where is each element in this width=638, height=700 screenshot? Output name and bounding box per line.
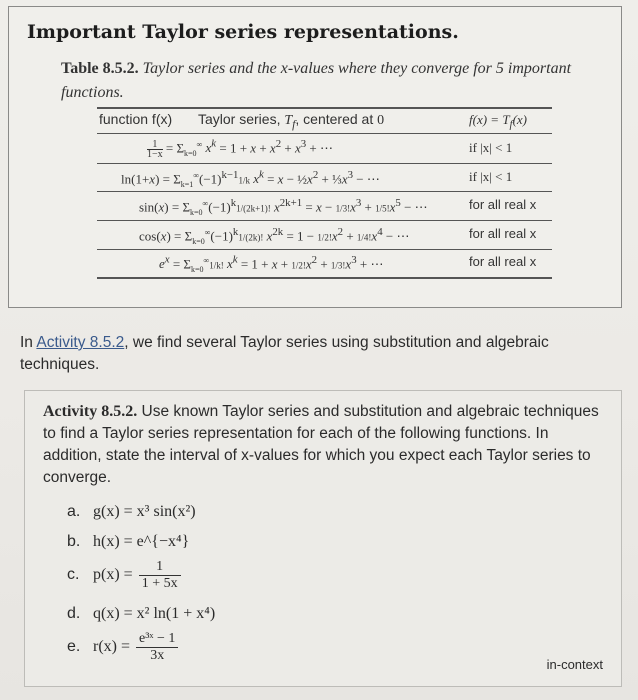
row-3-series: $\sin(x) = \Sigma_{k=0}^\infty(-1)^k1/(2k+1)$! $x^{2k+1} = x - 1/3!x^3 + 1/5!x^5$ − ⋯ [139,197,428,217]
item-e-lhs: r(x) = [93,638,131,656]
row-5-domain: for all real x [469,254,537,269]
item-d: d. q(x) = x² ln(1 + x⁴) [67,605,216,622]
row-4-domain: for all real x [469,226,537,241]
table-caption [61,57,581,105]
intro-prefix: In [20,334,37,351]
taylor-series-card [8,6,622,308]
row-2-series: $\ln(1+x) = \Sigma_{k=1}^\infty(-1)^{k-1}1/k$ $x^k = x$ − $\frac{1}{2}x^2$ + $\frac{1}{3}x^3$ − ⋯ [121,169,380,189]
activity-label: Activity 8.5.2. [43,403,138,420]
item-b-expr: h(x) = e^{−x⁴} [93,533,190,550]
taylor-table [97,107,552,283]
item-e-fraction: $\frac{\text{e³ˣ − 1}}{3x}$ [136,631,178,664]
row-4-series: $\cos(x) = \Sigma_{k=0}^\infty(-1)^k1/(2k)$! $x^{2k} = 1 - 1/2!x^2 + 1/4!x^4$ − ⋯ [139,226,410,246]
item-c: c. p(x) = $\frac{1}{1 + 5x}$ [67,559,183,592]
table-label: Table 8.5.2. [61,60,139,77]
activity-box [24,390,622,687]
item-b: b. h(x) = e^{−x⁴} [67,533,190,550]
table-caption-text: Taylor series and the x-values where they converge for 5 important functions. [61,60,572,101]
activity-instructions: Use known Taylor series and substitution and algebraic techniques to find a Taylor series representation for each of the following functions. In addition, state the interval of x-values for which you expect each Taylor series to converge. [43,403,599,486]
row-1-domain: if |x| < 1 [469,140,513,155]
activity-text [43,401,603,489]
row-3-domain: for all real x [469,197,537,212]
item-c-fraction: $\frac{1}{1 + 5x}$ [139,559,181,592]
intro-suffix: , we find several Taylor series using substitution and algebraic techniques. [20,334,549,373]
header-equality-display: $f(x) = T_f(x)$ [469,112,527,131]
intro-paragraph [20,332,620,376]
row-1-series: 1 $1-x = \Sigma_{k=0}^\infty$ $x^k = 1 + x + x^2 + x^3$ + ⋯ [147,138,333,160]
section-title: Important Taylor series representations. [27,21,459,43]
item-a: a. g(x) = x³ sin(x²) [67,503,196,520]
row-2-domain: if |x| < 1 [469,169,513,184]
item-a-expr: g(x) = x³ sin(x²) [93,503,196,520]
row-5-series: $e^x = \Sigma_{k=0}^\infty 1/k$! $x^k = 1 + x + 1/2!x^2 + 1/3!x^3$ + ⋯ [159,254,384,274]
item-e: e. r(x) = $\frac{\text{e³ˣ − 1}}{3x}$ [67,631,180,664]
item-d-expr: q(x) = x² ln(1 + x⁴) [93,605,216,622]
activity-link[interactable]: Activity 8.5.2 [36,334,125,351]
header-series-display: Taylor series, $T_f$, centered at 0 [198,111,385,131]
in-context-badge[interactable]: in-context [546,657,603,672]
item-c-lhs: p(x) = [93,566,133,584]
header-function: function f(x) [99,111,173,127]
